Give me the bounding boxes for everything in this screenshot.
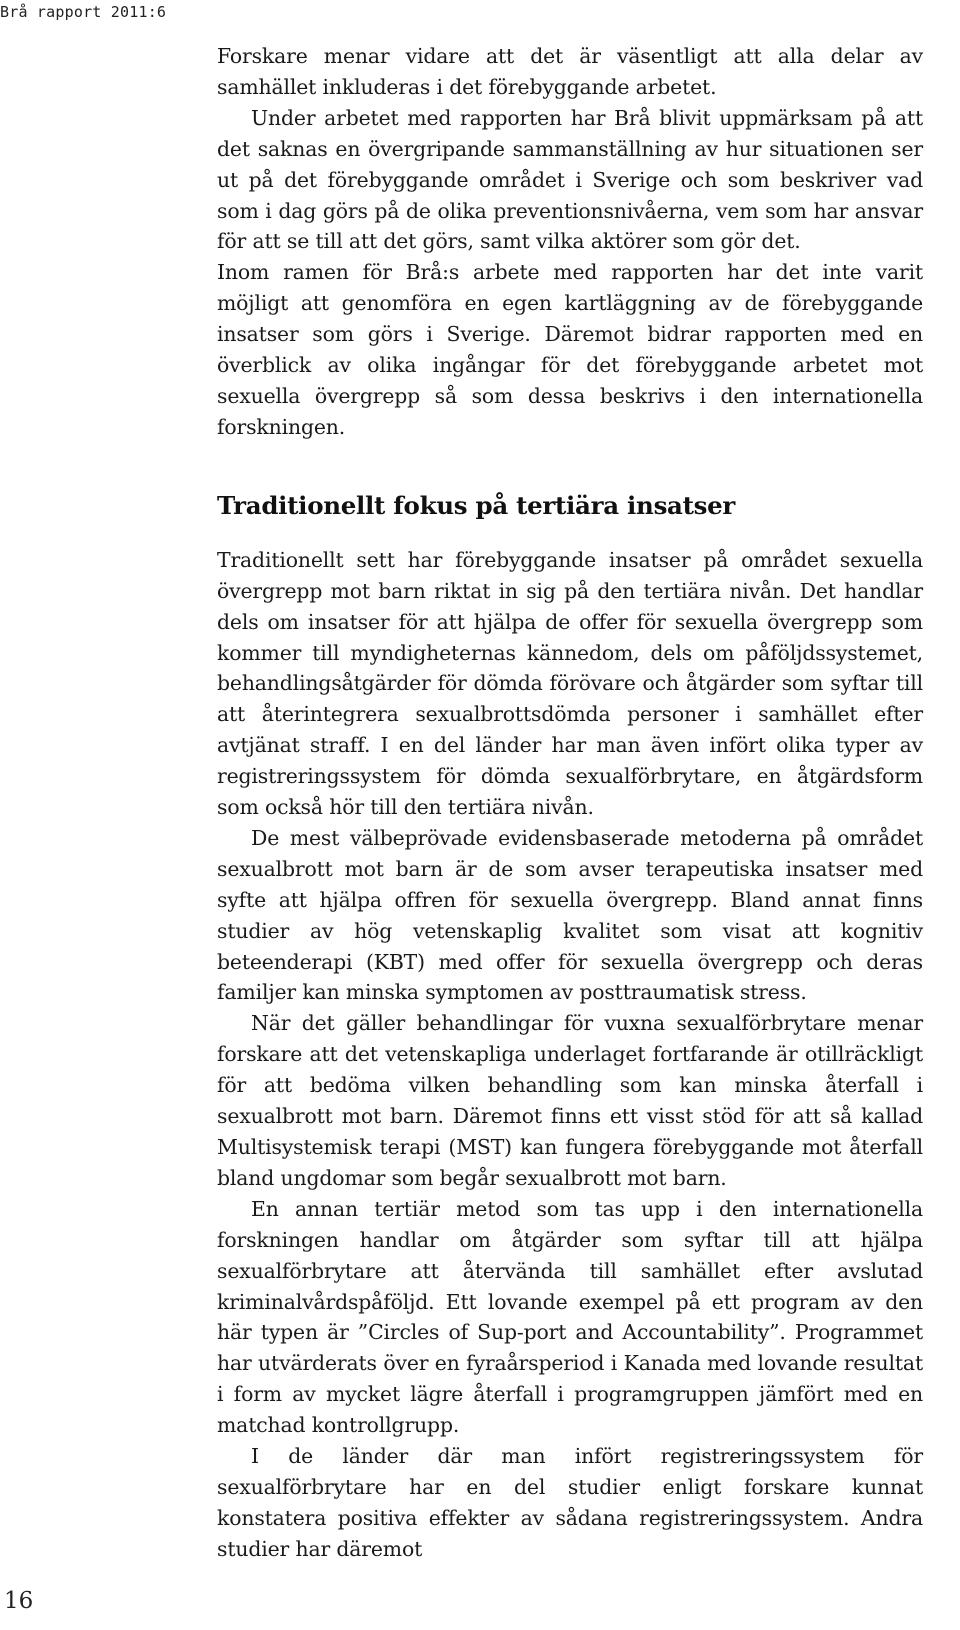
section-paragraph-1: Traditionellt sett har förebyggande insatser på området sexuella övergrepp mot barn riktat in sig på den tertiära nivån. Det handlar dels om insatser för att hjälpa de offer för sexuella övergrepp som kommer till myndigheternas kännedom, dels om påföljdssystemet, behandlingsåtgärder för dömda förövare och åtgärder som syftar till att återintegrera sexualbrottsdömda personer i samhället efter avtjänat straff. I en del länder har man även infört olika typer av registreringssystem för dömda sexualförbrytare, en åtgärdsform som också hör till den tertiära nivån. <box>217 547 923 820</box>
paragraph-1: Forskare menar vidare att det är väsentligt att alla delar av samhället inkluderas i det förebyggande arbetet. <box>217 44 923 99</box>
section-paragraph-2: De mest välbeprövade evidensbaserade metoderna på området sexualbrott mot barn är de som avser terapeutiska insatser med syfte att hjälpa offren för sexuella övergrepp. Bland annat finns studier av hög vetenskaplig kvalitet som visat att kognitiv beteenderapi (KBT) med offer för sexuella övergrepp och deras familjer kan minska symptomen av posttraumatisk stress. <box>217 825 923 1005</box>
paragraph-3: Inom ramen för Brå:s arbete med rapporten har det inte varit möjligt att genomföra en egen kartläggning av de förebyggande insatser som görs i Sverige. Däremot bidrar rapporten med en överblick av olika ingångar för det förebyggande arbetet mot sexuella övergrepp så som dessa beskrivs i den internationella forskningen. <box>217 260 923 439</box>
running-header: Brå rapport 2011:6 <box>0 3 167 21</box>
text-column <box>217 41 923 1565</box>
section-paragraph-3: När det gäller behandlingar för vuxna sexualförbrytare menar forskare att det vetenskapliga underlaget fortfarande är otillräckligt för att bedöma vilken behandling som kan minska återfall i sexualbrott mot barn. Däremot finns ett visst stöd för att så kallad Multisystemisk terapi (MST) kan fungera förebyggande mot återfall bland ungdomar som begår sexualbrott mot barn. <box>217 1011 923 1190</box>
section-paragraph-5: I de länder där man infört registreringssystem för sexualförbrytare har en del studier enligt forskare kunnat konstatera positiva effekter av sådana registreringssystem. Andra studier har däremot <box>217 1444 923 1561</box>
page-number: 16 <box>4 1588 34 1614</box>
section-paragraph-4: En annan tertiär metod som tas upp i den internationella forskningen handlar om åtgärder som syftar till att hjälpa sexualförbrytare att återvända till samhället efter avslutad kriminalvårdspåföljd. Ett lovande exempel på ett program av den här typen är ”Circles of Sup-port and Accountability”. Programmet har utvärderats över en fyraårsperiod i Kanada med lovande resultat i form av mycket lägre återfall i programgruppen jämfört med en matchad kontrollgrupp. <box>217 1196 923 1438</box>
paragraph-2: Under arbetet med rapporten har Brå blivit uppmärksam på att det saknas en övergripande sammanställning av hur situationen ser ut på det förebyggande området i Sverige och som beskriver vad som i dag görs på de olika preventionsnivåerna, vem som har ansvar för att se till att det görs, samt vilka aktörer som gör det. <box>217 105 923 254</box>
section-heading: Traditionellt fokus på tertiära insatser <box>217 490 736 520</box>
